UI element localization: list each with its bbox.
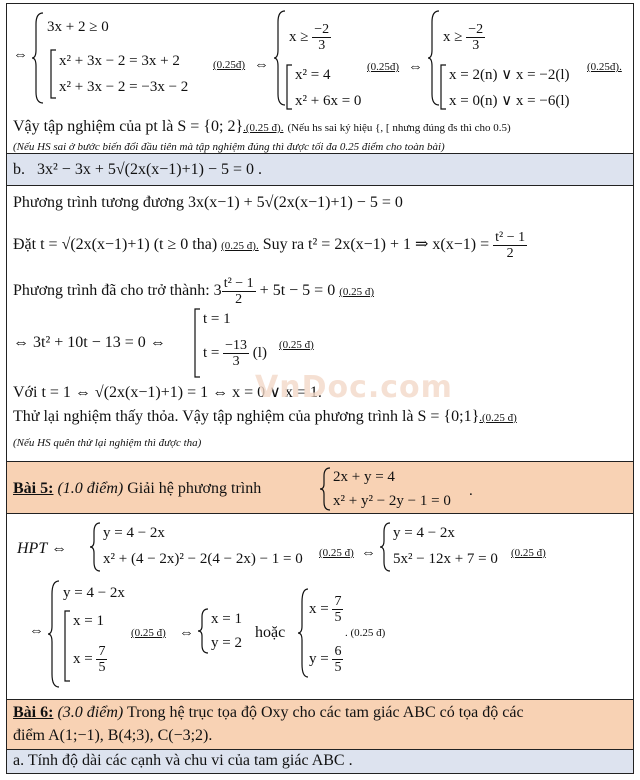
system-brace	[89, 522, 101, 572]
points-label: (0.25đ).	[587, 61, 622, 73]
solution-part-a-section	[7, 4, 633, 154]
result-x2: x = $\frac{7}{5}$	[73, 644, 106, 675]
period: .	[469, 483, 473, 499]
system3-line3: x = 0(n) ∨ x = −6(l)	[449, 93, 570, 109]
solution1-x: x = 1	[211, 611, 242, 627]
solution2-x: x = $\frac{7}{5}$	[309, 594, 342, 625]
union-bracket	[439, 64, 447, 110]
equivalence-arrow: ⇔	[29, 623, 44, 639]
solution1-y: y = 2	[211, 635, 242, 651]
system2-line1: x ≥ $\frac{-2}{3}$	[289, 22, 330, 53]
system-brace	[319, 467, 331, 511]
equivalence-arrow: ⇔	[361, 545, 376, 561]
result-text: Vậy tập nghiệm của pt là S = {0; 2}.(0.25 đ). (Nếu hs sai ký hiệu {, [ nhưng đúng đs thì cho 0.5)	[13, 118, 511, 135]
system1-line2: x² + 3x − 2 = 3x + 2	[59, 53, 180, 69]
union-bracket	[63, 610, 71, 682]
part-b-label: b.	[13, 161, 25, 178]
or-word: hoặc	[255, 624, 286, 641]
system1-line1: 3x + 2 ≥ 0	[47, 19, 109, 35]
result-x1: x = 1	[73, 613, 104, 629]
solution-line: Phương trình tương đương 3x(x−1) + 5√(2x(x−1)+1) − 5 = 0	[13, 194, 403, 211]
exercise6-line1: Bài 6: (3.0 điểm) Trong hệ trục tọa độ Oxy cho các tam giác ABC có tọa độ các	[13, 704, 524, 721]
substitution-line: Đặt t = √(2x(x−1)+1) (t ≥ 0 tha) (0.25 đ). Suy ra t² = 2x(x−1) + 1 ⇒ x(x−1) = $\frac{\text{t² − 1}}{2}$	[13, 230, 526, 261]
union-bracket	[49, 49, 57, 99]
exercise5-eq1: 2x + y = 4	[333, 469, 395, 485]
step2-eq1: y = 4 − 2x	[393, 525, 455, 541]
system2-line2: x² = 4	[295, 67, 331, 83]
step1-eq2: x² + (4 − 2x)² − 2(4 − 2x) − 1 = 0	[103, 551, 303, 567]
system-brace	[197, 608, 209, 654]
conclusion-line: Thử lại nghiệm thấy thỏa. Vậy tập nghiệm của phương trình là S = {0;1}.(0.25 đ)	[13, 408, 517, 425]
points-label: . (0.25 đ)	[345, 627, 386, 639]
answer-key-page	[6, 3, 634, 774]
solution2-y: y = $\frac{6}{5}$	[309, 644, 342, 675]
exercise5-eq2: x² + y² − 2y − 1 = 0	[333, 493, 451, 509]
system-brace	[297, 588, 309, 678]
step2-eq2: 5x² − 12x + 7 = 0	[393, 551, 498, 567]
exercise6-header	[7, 700, 633, 750]
result-eq1: y = 4 − 2x	[63, 585, 125, 601]
union-bracket	[285, 64, 293, 110]
system3-line2: x = 2(n) ∨ x = −2(l)	[449, 67, 570, 83]
points-label: (0.25đ)	[367, 61, 400, 73]
part-b-solution	[7, 186, 633, 462]
equivalence-arrow: ⇔	[254, 57, 269, 73]
equivalence-arrow: ⇔	[408, 59, 423, 75]
quadratic-line: ⇔ 3t² + 10t − 13 = 0 ⇔	[13, 334, 166, 351]
points-label: (0.25 đ)	[319, 547, 354, 559]
system-brace	[47, 580, 61, 688]
exercise5-title: Bài 5: (1.0 điểm) Giải hệ phương trình	[13, 480, 262, 497]
exercise6-line2: điểm A(1;−1), B(4;3), C(−3;2).	[13, 727, 213, 744]
root-t2: t = $\frac{-13}{3}$ (l)	[203, 338, 267, 369]
exercise5-header	[7, 462, 633, 514]
watermark-logo: VnDoc.com	[255, 370, 453, 405]
grading-note: (Nếu HS quên thử lại nghiệm thì được tha)	[13, 437, 202, 449]
step1-eq1: y = 4 − 2x	[103, 525, 165, 541]
points-label: (0.25 đ)	[131, 627, 166, 639]
system3-line1: x ≥ $\frac{-2}{3}$	[443, 22, 484, 53]
union-bracket	[193, 308, 201, 378]
equivalence-arrow: ⇔	[13, 47, 28, 63]
system-brace	[379, 522, 391, 572]
system2-line3: x² + 6x = 0	[295, 93, 362, 109]
exercise5-solution	[7, 514, 633, 700]
part-b-equation: 3x² − 3x + 5√(2x(x−1)+1) − 5 = 0 .	[37, 161, 263, 178]
system-brace	[31, 12, 45, 104]
points-label: (0.25 đ)	[511, 547, 546, 559]
part-b-header	[7, 154, 633, 186]
points-label: (0.25 đ)	[279, 339, 314, 351]
equivalence-arrow: ⇔	[179, 625, 194, 641]
system1-line3: x² + 3x − 2 = −3x − 2	[59, 79, 189, 95]
transformed-equation: Phương trình đã cho trở thành: 3 $\frac{\text{t² − 1}}{2}$ + 5t − 5 = 0 (0.25 đ)	[13, 276, 375, 307]
grading-note: (Nếu HS sai ở bước biến đổi đầu tiên mà tập nghiệm đúng thì được tối đa 0.25 điểm cho toàn bài)	[13, 141, 445, 153]
back-substitution: Với t = 1 ⇔ √(2x(x−1)+1) = 1 ⇔ x = 0 ∨ x = 1.	[13, 384, 322, 401]
root-t1: t = 1	[203, 311, 231, 327]
part-a-header	[7, 750, 633, 773]
points-label: (0.25đ)	[213, 59, 246, 71]
part-a-text: a. Tính độ dài các cạnh và chu vi của tam giác ABC .	[13, 752, 353, 769]
hpt-label: HPT ⇔	[17, 540, 67, 557]
